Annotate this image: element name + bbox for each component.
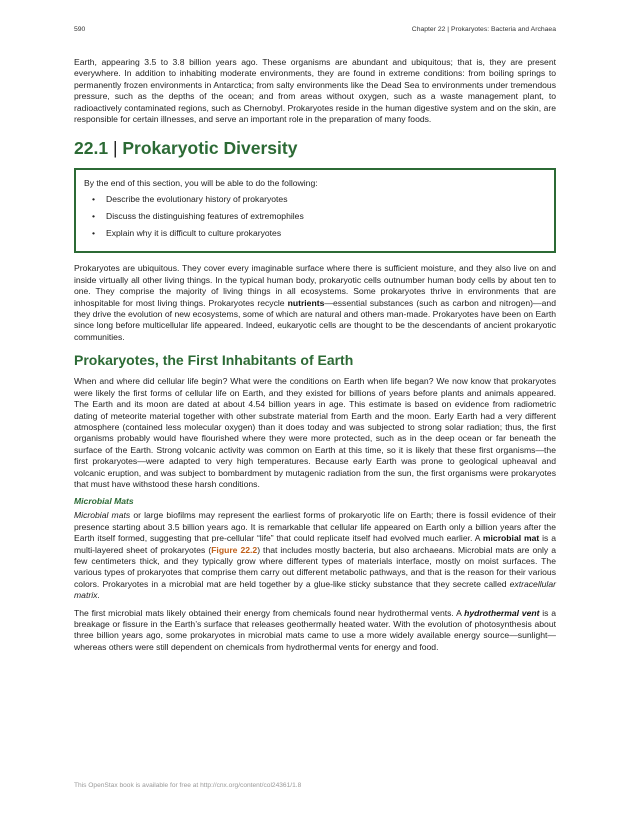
bullet-icon: • (92, 211, 96, 222)
microbial-mats-heading: Microbial Mats (74, 496, 134, 507)
subsection-heading: Prokaryotes, the First Inhabitants of Earth (74, 352, 354, 369)
objective-item (84, 211, 544, 222)
section-separator: | (112, 138, 118, 159)
running-header (74, 26, 556, 36)
objectives-intro: By the end of this section, you will be able to do the following: (84, 178, 318, 189)
paragraph-text: ) that includes mostly bacteria, but also archaeans. Microbial mats are only a few centimeters thick, and they typically grow where different types of materials interface, mostly on moist surfaces. The various types of prokaryotes that comprise them carry out different metabolic pathways, and that is the reason for their various colors. Prokaryotes in a microbial mat are held together by a glue-like sticky substance that they secrete called (74, 544, 557, 589)
paragraph-text: or large biofilms may represent the earliest forms of prokaryotic life on Earth; there is fossil evidence of their presence starting about 3.5 billion years ago. It is remarkable that cellular life appeared on Earth only a billion years after the Earth itself formed, suggesting that pre-cellular “life” that could replicate itself had evolved much earlier. A (74, 510, 556, 544)
objective-text: Describe the evolutionary history of prokaryotes (106, 194, 288, 205)
learning-objectives-box (74, 168, 556, 253)
paragraph-text: . (97, 590, 100, 601)
first-inhabitants-paragraph: When and where did cellular life begin? What were the conditions on Earth when life began? We now know that prokaryotes were likely the first forms of cellular life on Earth, and they existed for billions of years before plants and animals appeared. The Earth and its moon are dated at about 4.54 billion years in age. This estimate is based on evidence from radiometric dating of meteorite material together with other substrate material from Earth and the moon. Early Earth had a very different atmosphere (contained less molecular oxygen) than it does today and was subjected to strong solar radiation; thus, the first organisms probably would have flourished where they were more protected, such as in the deep ocean or far beneath the surface of the Earth. Strong volcanic activity was common on Earth at this time, so it is likely that these first organisms—the first prokaryotes—were adapted to very high temperatures. Because early Earth was prone to geological upheaval and volcanic eruption, and was subject to bombardment by mutagenic radiation from the sun, the first organisms were prokaryotes that must have withstood these harsh conditions. (74, 376, 556, 489)
overview-text: Prokaryotes are ubiquitous. They cover every imaginable surface where there is sufficient moisture, and they also live on and inside virtually all other living things. In the typical human body, prokaryotic cells outnumber human body cells by about ten to one. They comprise the majority of living things in all ecosystems. Some prokaryotes thrive in environments that are inhospitable for most living things. Prokaryotes recycle (74, 263, 556, 308)
paragraph-text: is a breakage or fissure in the Earth’s surface that releases geothermally heated water. With the evolution of photosynthesis about three billion years ago, some prokaryotes in microbial mats came to use a more widely available energy source—sunlight—whereas others were still dependent on chemicals from hydrothermal vents for energy and food. (74, 607, 556, 652)
page-number: 590 (74, 26, 86, 33)
overview-paragraph (74, 263, 556, 343)
figure-link[interactable]: Figure 22.2 (211, 544, 258, 555)
objective-text: Discuss the distinguishing features of extremophiles (106, 211, 304, 222)
key-term-microbial-mat: microbial mat (482, 533, 540, 544)
key-term-extracellular-matrix: extracellular matrix (74, 578, 556, 601)
bullet-icon: • (92, 194, 96, 205)
section-number: 22.1 (74, 138, 109, 159)
key-term-microbial-mats: Microbial mats (74, 510, 131, 521)
overview-text: —essential substances (such as carbon and nitrogen)—and they drive the evolution of new ecosystems, some of which are natural and others man-made. Prokaryotes have been on Earth since long before multicellular life appeared. Indeed, eukaryotic cells are thought to be the descendants of ancient prokaryotic communities. (74, 297, 556, 342)
paragraph-text: The first microbial mats likely obtained their energy from chemicals found near hydrothermal vents. A (74, 607, 465, 618)
section-title: Prokaryotic Diversity (122, 138, 298, 159)
hydrothermal-vent-paragraph (74, 608, 556, 654)
page-footer: This OpenStax book is available for free at http://cnx.org/content/col24361/1.8 (74, 782, 302, 789)
section-heading (74, 137, 556, 159)
key-term-nutrients: nutrients (287, 297, 325, 308)
objective-item (84, 194, 544, 205)
objective-item (84, 228, 544, 239)
bullet-icon: • (92, 227, 96, 238)
chapter-title: Chapter 22 | Prokaryotes: Bacteria and Archaea (411, 26, 556, 33)
page-content (74, 57, 556, 653)
continued-paragraph: Earth, appearing 3.5 to 3.8 billion years ago. These organisms are abundant and ubiquitous; that is, they are present everywhere. In addition to inhabiting moderate environments, they are found in extreme conditions: from boiling springs to permanently frozen environments in Antarctica; from salty environments like the Dead Sea to environments under tremendous pressure, such as the depths of the ocean; and from areas without oxygen, such as a waste management plant, to radioactively contaminated regions, such as Chernobyl. Prokaryotes reside in the human digestive system and on the skin, are responsible for certain illnesses, and serve an important role in the preparation of many foods. (74, 57, 556, 125)
microbial-mats-paragraph (74, 510, 556, 601)
paragraph-text: is a multi-layered sheet of prokaryotes ( (74, 533, 556, 555)
objectives-list (84, 194, 544, 238)
key-term-hydrothermal-vent: hydrothermal vent (464, 607, 540, 618)
objective-text: Explain why it is difficult to culture prokaryotes (106, 227, 282, 238)
